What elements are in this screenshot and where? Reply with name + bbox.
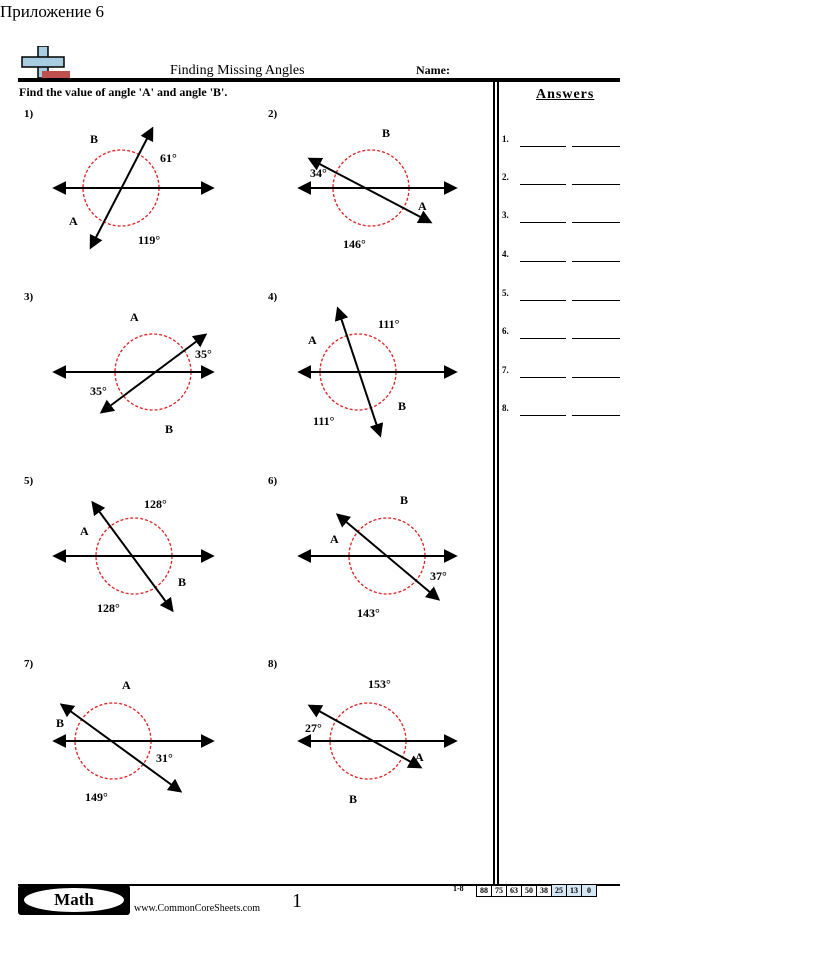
- angle-label: 111°: [313, 414, 335, 428]
- angle-label: A: [418, 199, 427, 213]
- answer-number: 6.: [502, 326, 509, 336]
- transversal-line: [102, 335, 205, 412]
- transversal-line: [310, 159, 430, 222]
- score-cell: 88: [477, 885, 492, 897]
- angle-label: B: [165, 422, 174, 436]
- angle-label: 34°: [310, 166, 327, 180]
- answer-number: 4.: [502, 249, 509, 259]
- angle-label: B: [178, 575, 187, 589]
- attachment-label: Приложение 6: [0, 2, 104, 21]
- angle-label: 119°: [138, 233, 161, 247]
- angle-label: 128°: [144, 497, 167, 511]
- score-cell: 25: [552, 885, 567, 897]
- answer-number: 2.: [502, 172, 509, 182]
- score-cell: 50: [522, 885, 537, 897]
- answer-number: 5.: [502, 288, 509, 298]
- name-label: Name:: [416, 63, 450, 77]
- angle-label: A: [130, 310, 139, 324]
- angle-label: 31°: [156, 751, 173, 765]
- angle-label: 37°: [430, 569, 447, 583]
- angle-label: B: [349, 792, 358, 806]
- angle-label: 153°: [368, 677, 391, 691]
- angle-label: 149°: [85, 790, 108, 804]
- score-cell: 38: [537, 885, 552, 897]
- answer-number: 3.: [502, 210, 509, 220]
- angle-label: B: [56, 716, 65, 730]
- instructions: Find the value of angle 'A' and angle 'B'.: [19, 85, 228, 99]
- angle-label: B: [398, 399, 407, 413]
- angle-label: A: [330, 532, 339, 546]
- transversal-line: [310, 706, 420, 767]
- angle-label: 35°: [195, 347, 212, 361]
- answer-number: 7.: [502, 365, 509, 375]
- angle-label: A: [69, 214, 78, 228]
- answers-title: Answers: [536, 87, 595, 102]
- problem-number: 4): [268, 291, 278, 303]
- score-table: [476, 884, 597, 897]
- answer-number: 8.: [502, 403, 509, 413]
- angle-label: 146°: [343, 237, 366, 251]
- angle-label: 27°: [305, 721, 322, 735]
- angle-label: A: [122, 678, 131, 692]
- problem-number: 8): [268, 658, 278, 670]
- angle-label: 143°: [357, 606, 380, 620]
- worksheet-title: Finding Missing Angles: [170, 63, 305, 78]
- problem-number: 6): [268, 475, 278, 487]
- angle-label: 111°: [378, 317, 400, 331]
- angle-label: B: [90, 132, 99, 146]
- angle-label: B: [400, 493, 409, 507]
- problem-number: 1): [24, 108, 34, 120]
- angle-label: A: [415, 750, 424, 764]
- angle-label: 61°: [160, 151, 177, 165]
- problem-number: 5): [24, 475, 34, 487]
- site-url[interactable]: www.CommonCoreSheets.com: [134, 903, 261, 914]
- problem-number: 3): [24, 291, 34, 303]
- page-number: 1: [292, 890, 302, 912]
- angle-label: A: [80, 524, 89, 538]
- angle-label: A: [308, 333, 317, 347]
- score-cell: 63: [507, 885, 522, 897]
- score-cell: 0: [582, 885, 597, 897]
- problem-number: 7): [24, 658, 34, 670]
- score-range: 1-8: [453, 884, 464, 893]
- angle-label: 35°: [90, 384, 107, 398]
- score-cell: 75: [492, 885, 507, 897]
- score-cell: 13: [567, 885, 582, 897]
- math-badge-label: Math: [24, 888, 124, 912]
- angle-label: 128°: [97, 601, 120, 615]
- answer-number: 1.: [502, 134, 509, 144]
- angle-label: B: [382, 126, 391, 140]
- problem-number: 2): [268, 108, 278, 120]
